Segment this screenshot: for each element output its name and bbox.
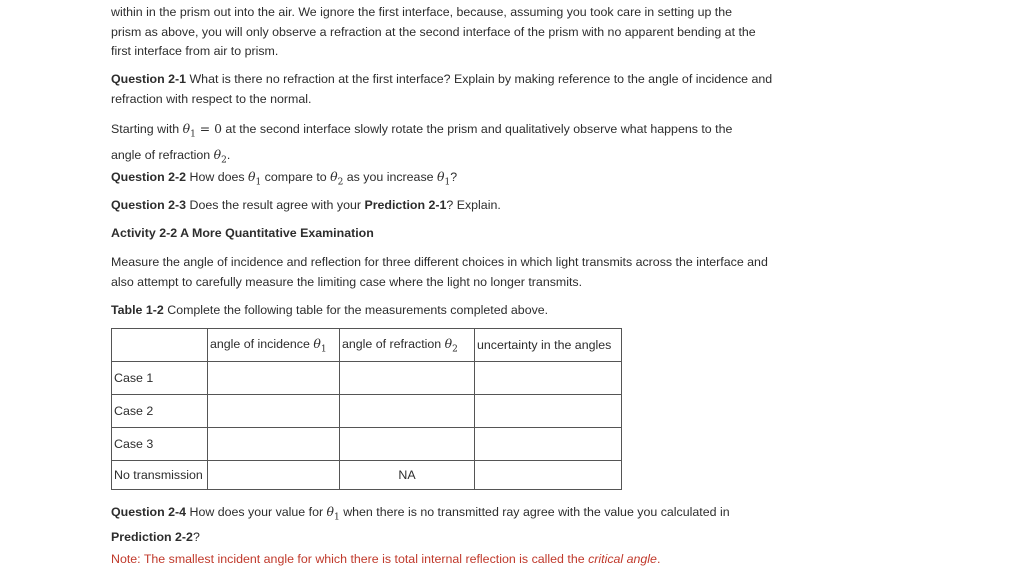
intro-line-1: within in the prism out into the air. We ignore the first interface, because, assuming you took care in setting up the	[111, 5, 733, 19]
starting-text-post: at the second interface slowly rotate the prism and qualitatively observe what happens to the	[221, 122, 733, 136]
theta-2-symbol: $\theta_2$	[330, 169, 344, 188]
table-header-row	[112, 329, 622, 362]
row-label-case-1: Case 1	[112, 362, 208, 395]
table-caption-text: Complete the following table for the measurements completed above.	[163, 303, 549, 317]
cell-incidence[interactable]	[208, 428, 340, 461]
measure-text: Measure the angle of incidence and reflection for three different choices in which light transmits across the interface and also attempt to carefully measure the limiting case where the light no longer transmits.	[111, 255, 768, 289]
cell-incidence[interactable]	[208, 362, 340, 395]
activity-title: Activity 2-2 A More Quantitative Examination	[111, 226, 374, 240]
question-2-2-pre: How does	[186, 170, 249, 184]
question-2-1-text: What is there no refraction at the first interface? Explain by making reference to the angle of incidence and refraction with respect to the normal.	[111, 72, 773, 106]
table-caption	[111, 301, 791, 321]
question-2-4-end: ?	[192, 529, 200, 544]
theta-1-symbol: $\theta_1 = 0$	[182, 121, 222, 140]
header-cell-empty	[112, 329, 208, 362]
question-2-3-label: Question 2-3	[111, 198, 187, 212]
activity-heading	[111, 224, 791, 244]
question-2-4-post: when there is no transmitted ray agree with the value you calculated in	[339, 505, 730, 519]
header-angle-of-refraction: angle of refraction $\theta_2$	[340, 329, 475, 362]
cell-refraction-na: NA	[340, 461, 475, 490]
starting-paragraph	[111, 119, 791, 171]
row-label-no-transmission: No transmission	[112, 461, 208, 490]
question-2-4-pre: How does your value for	[186, 505, 327, 519]
table-row	[112, 395, 622, 428]
question-2-3	[111, 196, 791, 216]
starting-text-pre: Starting with	[111, 122, 183, 136]
question-2-1-label: Question 2-1	[111, 72, 187, 86]
cell-incidence[interactable]	[208, 395, 340, 428]
cell-uncertainty[interactable]	[475, 362, 622, 395]
note-text: Note: The smallest incident angle for which there is total internal reflection is called the	[111, 552, 589, 566]
question-2-2-post: as you increase	[343, 170, 437, 184]
cell-refraction[interactable]	[340, 428, 475, 461]
question-2-3-pre: Does the result agree with your	[186, 198, 365, 212]
note-term: critical angle	[588, 552, 657, 566]
question-2-2-mid: compare to	[261, 170, 331, 184]
starting-text-line2: angle of refraction	[111, 147, 214, 162]
measurement-table	[111, 328, 622, 490]
question-2-2-label: Question 2-2	[111, 170, 187, 184]
row-label-case-2: Case 2	[112, 395, 208, 428]
prediction-2-2-ref: Prediction 2-2	[111, 529, 193, 544]
intro-paragraph	[111, 3, 791, 62]
cell-refraction[interactable]	[340, 362, 475, 395]
intro-line-3: first interface from air to prism.	[111, 44, 279, 58]
header-angle-of-incidence: angle of incidence $\theta_1$	[208, 329, 340, 362]
cell-uncertainty[interactable]	[475, 395, 622, 428]
question-2-4	[111, 502, 791, 547]
note-end: .	[656, 552, 661, 566]
question-2-2-end: ?	[450, 170, 458, 184]
cell-uncertainty[interactable]	[475, 428, 622, 461]
table-row	[112, 461, 622, 490]
prediction-2-1-ref: Prediction 2-1	[364, 198, 447, 212]
question-2-4-label: Question 2-4	[111, 505, 187, 519]
row-label-case-3: Case 3	[112, 428, 208, 461]
theta-2-symbol: $\theta_2$	[213, 146, 227, 166]
question-2-1	[111, 70, 791, 109]
question-2-2	[111, 167, 791, 193]
theta-1-symbol: $\theta_1$	[326, 504, 340, 523]
theta-1-symbol: $\theta_1$	[248, 169, 262, 188]
question-2-3-post: ? Explain.	[446, 198, 501, 212]
table-row	[112, 428, 622, 461]
cell-refraction[interactable]	[340, 395, 475, 428]
cell-incidence[interactable]	[208, 461, 340, 490]
cell-uncertainty[interactable]	[475, 461, 622, 490]
starting-text-end: .	[226, 147, 231, 162]
intro-line-2: prism as above, you will only observe a refraction at the second interface of the prism with no apparent bending at the	[111, 24, 756, 39]
table-row	[112, 362, 622, 395]
header-uncertainty: uncertainty in the angles	[475, 329, 622, 362]
critical-angle-note	[111, 550, 791, 570]
theta-1-symbol: $\theta_1$	[436, 169, 451, 188]
table-caption-label: Table 1-2	[111, 303, 164, 317]
measure-paragraph	[111, 253, 791, 292]
